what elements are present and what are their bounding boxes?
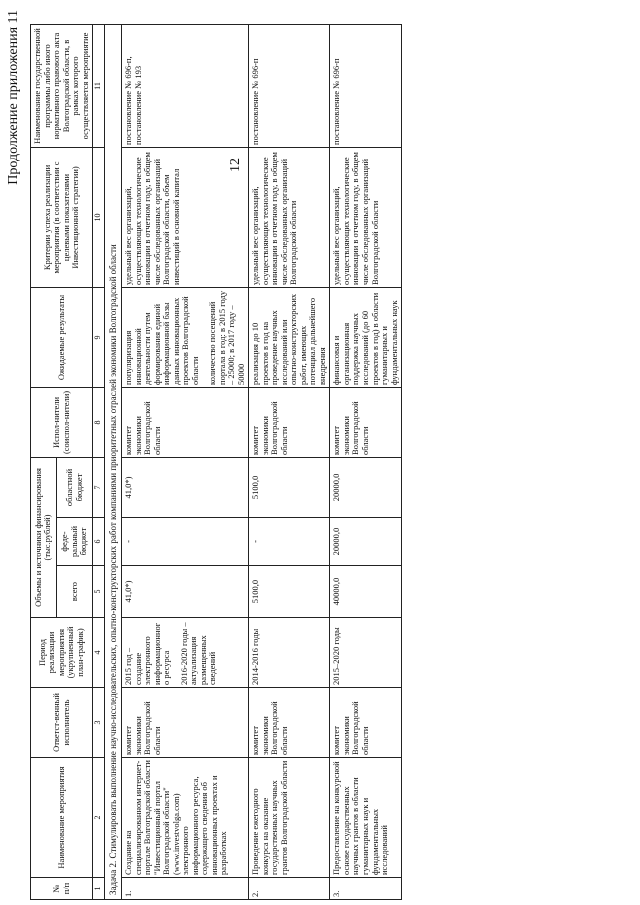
col-number: 11 (93, 24, 105, 147)
header-responsible: Ответст-венный исполнитель (31, 688, 93, 758)
row-results: финансовая и организационная поддержка научных исследований (до 60 проектов в год) в области гуманитарных и фундаментальных наук (330, 287, 402, 387)
row-program: постановление № 696-п, постановление № 193 (122, 24, 249, 147)
header-row (31, 24, 57, 899)
row-num: 1. (122, 878, 249, 900)
col-number: 10 (93, 147, 105, 287)
row-executors: комитет экономики Волгоградской области (249, 387, 330, 457)
measures-table (30, 24, 402, 900)
row-period-b: 2016-2020 годы – актуализация размещенных сведений (178, 622, 218, 685)
header-period: Период реализации мероприятия (укрупненный план-график) (31, 618, 93, 688)
row-federal: - (122, 518, 249, 566)
col-number: 4 (93, 618, 105, 688)
row-results: реализация до 10 проектов в год на проведение научных исследований или опытно-конструкторских работ, имеющих потенциал дальнейшего внедрения (249, 287, 330, 387)
row-regional: 41,0*) (122, 457, 249, 517)
header-executors: Испол-нители (соиспол-нители) (31, 387, 93, 457)
header-regional: областной бюджет (56, 457, 92, 517)
page-number: 12 (228, 158, 243, 172)
task-title: Задача 2. Стимулировать выполнение научно-исследовательских, опытно-конструкторских работ компаниями приоритетных отраслей экономики Волгоградской области (105, 24, 122, 899)
row-num: 3. (330, 878, 402, 900)
column-number-row (93, 24, 105, 899)
row-responsible: комитет экономики Волгоградской области (122, 688, 249, 758)
col-number: 7 (93, 457, 105, 517)
header-program: Наименование государственной программы либо иного нормативного правового акта Волгоградской области, в рамках которого осуществляется мероприятие (31, 24, 93, 147)
appendix-caption: Продолжение приложения 11 (6, 10, 21, 185)
row-period-a: 2015 год – создание электронного информационного ресурса (123, 622, 172, 685)
row-regional: 20000,0 (330, 457, 402, 517)
row-responsible: комитет экономики Волгоградской области (249, 688, 330, 758)
table-row (330, 24, 402, 899)
col-number: 3 (93, 688, 105, 758)
row-program: постановление № 696-п (330, 24, 402, 147)
col-number: 6 (93, 518, 105, 566)
task-row (105, 24, 122, 899)
table-row (249, 24, 330, 899)
header-criteria: Критерии успеха реализации мероприятия (в соответствии с целевыми показателями Инвестиционной стратегии) (31, 147, 93, 287)
header-federal: феде-ральный бюджет (56, 518, 92, 566)
col-number: 8 (93, 387, 105, 457)
row-total: 5100,0 (249, 566, 330, 618)
header-financing: Объемы и источники финансирования (тыс.рублей) (31, 457, 57, 617)
row-responsible: комитет экономики Волгоградской области (330, 688, 402, 758)
header-results: Ожидаемые результаты (31, 287, 93, 387)
row-criteria: удельный вес организаций, осуществляющих технологические инновации в отчетном году, в общем числе обследованных организаций Волгоградской области (249, 147, 330, 287)
header-num: № п/п (31, 878, 93, 900)
row-federal: - (249, 518, 330, 566)
header-total: всего (56, 566, 92, 618)
row-results (122, 287, 249, 387)
row-name: Создание на специализированном интернет-портале Волгоградской области "Инвестиционный портал Волгоградской области" (www.investvolga.com) электронного информационного ресурса, содержащего сведения об инновационных проектах и разработках (122, 758, 249, 878)
col-number: 5 (93, 566, 105, 618)
table-row (122, 24, 249, 899)
col-number: 1 (93, 878, 105, 900)
row-executors: комитет экономики Волгоградской области (122, 387, 249, 457)
row-criteria: удельный вес организаций, осуществляющих технологические инновации в отчетном году, в общем числе обследованных организаций Волгоградской области (330, 147, 402, 287)
row-period: 2015–2020 годы (330, 618, 402, 688)
row-total: 41,0*) (122, 566, 249, 618)
col-number: 2 (93, 758, 105, 878)
row-executors: комитет экономики Волгоградской области (330, 387, 402, 457)
row-program: постановление № 696-п (249, 24, 330, 147)
row-total: 40000,0 (330, 566, 402, 618)
row-results-a: популяризация инновационной деятельности путем формирования единой информационной базы данных инновационных проектов Волгоградской области (123, 296, 200, 385)
row-results-b: количество посещений портала в год: в 2015 году – 25000; в 2017 году – 50000 (207, 290, 246, 385)
row-criteria: удельный вес организаций, осуществляющих технологические инновации в отчетном году, в общем числе обследованных организаций Волгоградской области, объем инвестиций в основной капитал (122, 147, 249, 287)
row-regional: 5100,0 (249, 457, 330, 517)
row-name: Проведение ежегодного конкурса на оказание государственных научных грантов Волгоградской области (249, 758, 330, 878)
row-period (122, 618, 249, 688)
row-period: 2014-2016 годы (249, 618, 330, 688)
row-federal: 20000,0 (330, 518, 402, 566)
row-name: Предоставление на конкурсной основе государственных научных грантов в области гуманитарных наук и фундаментальных исследований (330, 758, 402, 878)
col-number: 9 (93, 287, 105, 387)
row-num: 2. (249, 878, 330, 900)
header-name: Наименование мероприятия (31, 758, 93, 878)
